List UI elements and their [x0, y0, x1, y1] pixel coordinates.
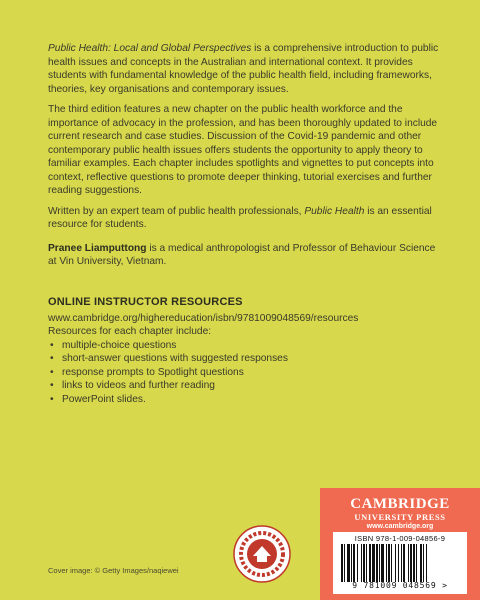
author-bio-text: is a medical anthropologist and Professor of Behaviour Science at Vin University, Vietnam. — [48, 242, 436, 267]
description-paragraph-2: The third edition features a new chapter on the public health workforce and the importance of advocacy in the profession, and has been thoroughly updated to include current research and case studies. Discussion of the Covid-19 pandemic and other contemporary public health issues offers students the opportunity to apply theory to familiar examples. Each chapter includes spotlights and vignettes to put concepts into context, reflective questions to promote deeper thinking, tutorial exercises and further reading suggestions. — [48, 104, 438, 196]
list-item: • response prompts to Spotlight questions — [48, 366, 443, 380]
publisher-press: UNIVERSITY PRESS — [354, 512, 446, 522]
description-paragraph-1 — [48, 42, 443, 96]
resources-url[interactable]: www.cambridge.org/highereducation/isbn/9781009048569/resources — [48, 312, 359, 324]
resources-heading: ONLINE INSTRUCTOR RESOURCES — [48, 296, 243, 308]
description-paragraph-3 — [48, 205, 443, 232]
resources-intro: Resources for each chapter include: — [48, 326, 212, 337]
back-cover-description — [48, 42, 443, 276]
list-item: • links to videos and further reading — [48, 379, 443, 393]
publisher-name: CAMBRIDGE — [350, 496, 450, 512]
publisher-url[interactable]: www.cambridge.org — [366, 523, 434, 530]
cover-image-credit: Cover image: © Getty Images/naqiewei — [48, 566, 179, 575]
list-item: • PowerPoint slides. — [48, 393, 443, 407]
description-paragraph-3-start: Written by an expert team of public health professionals, — [48, 205, 305, 217]
book-title-italic: Public Health: Local and Global Perspectives — [48, 43, 252, 54]
book-short-title-italic: Public Health — [304, 205, 365, 217]
description-paragraph-3-end: is an essential resource for students. — [48, 205, 432, 230]
resources-list — [48, 339, 443, 407]
barcode-bars-icon — [341, 544, 459, 582]
author-bio — [48, 242, 443, 269]
barcode — [333, 532, 467, 594]
author-name: Pranee Liamputtong — [48, 242, 147, 254]
description-paragraph-1-text: is a comprehensive introduction to public health issues and concepts in the Australian and international context. It provides students with fundamental knowledge of the public health field, including frameworks, theories, key organisations and contemporary issues. — [48, 43, 439, 95]
isbn-label: ISBN 978-1-009-04856-9 — [354, 534, 446, 543]
recycled-paper-seal-icon — [232, 524, 292, 584]
instructor-resources — [48, 296, 443, 406]
list-item: • multiple-choice questions — [48, 339, 443, 353]
barcode-digits: 9 781009 048569 > — [352, 581, 448, 590]
list-item: • short-answer questions with suggested responses — [48, 352, 443, 366]
